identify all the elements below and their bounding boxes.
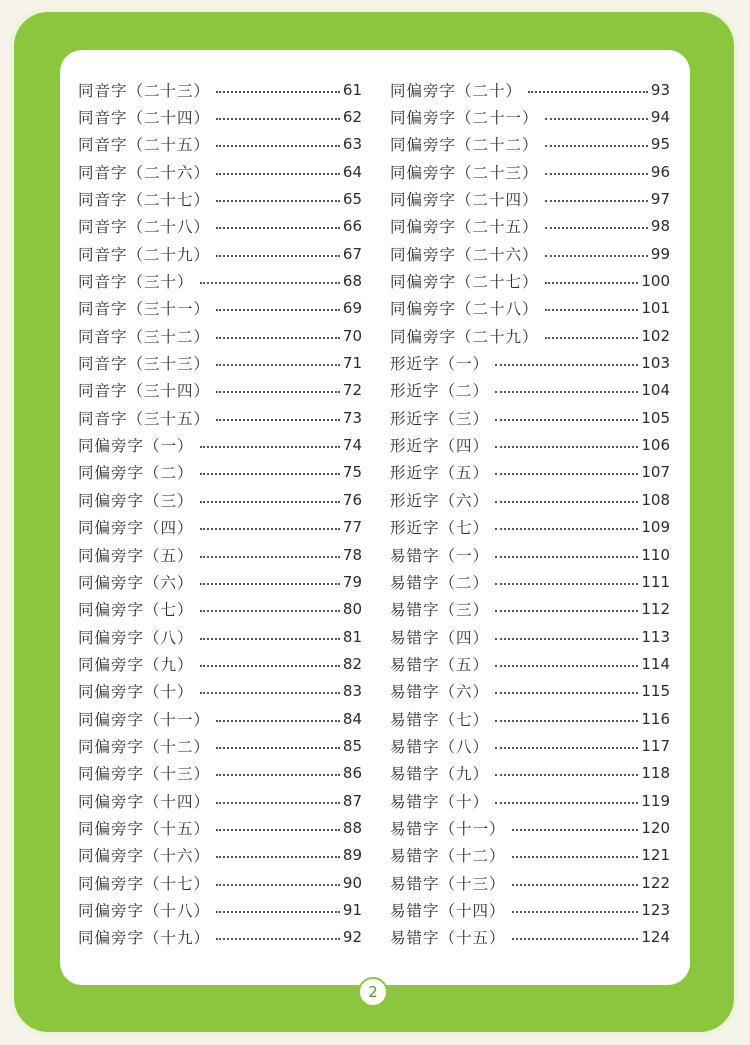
- toc-entry-page: 61: [342, 80, 362, 99]
- toc-column-right: [390, 76, 670, 951]
- toc-entry-page: 88: [342, 818, 362, 837]
- toc-entry[interactable]: [390, 869, 670, 896]
- toc-entry-page: 105: [641, 408, 670, 427]
- dot-leader: [495, 389, 638, 393]
- toc-entry-page: 117: [641, 736, 670, 755]
- toc-entry-title: 形近字（六）: [390, 491, 490, 510]
- toc-entry-title: 形近字（四）: [390, 437, 490, 456]
- toc-entry[interactable]: [78, 705, 362, 732]
- toc-entry[interactable]: [390, 650, 670, 677]
- dot-leader: [545, 143, 648, 147]
- toc-entry-page: 83: [342, 682, 362, 701]
- toc-entry-title: 易错字（六）: [390, 683, 490, 702]
- toc-entry[interactable]: [78, 459, 362, 486]
- toc-entry[interactable]: [390, 760, 670, 787]
- page-number-badge: [358, 977, 388, 1007]
- toc-entry-title: 同偏旁字（二十六）: [390, 245, 539, 264]
- dot-leader: [200, 444, 340, 448]
- toc-entry[interactable]: [390, 213, 670, 240]
- dot-leader: [495, 772, 638, 776]
- toc-entry-title: 同偏旁字（十五）: [78, 819, 211, 838]
- toc-entry-page: 68: [342, 272, 362, 291]
- toc-entry-title: 易错字（七）: [390, 710, 490, 729]
- toc-entry-title: 同音字（二十八）: [78, 218, 211, 237]
- toc-entry-page: 70: [342, 326, 362, 345]
- toc-entry-title: 易错字（三）: [390, 601, 490, 620]
- toc-entry[interactable]: [78, 678, 362, 705]
- toc-entry[interactable]: [390, 103, 670, 130]
- toc-entry-page: 79: [342, 572, 362, 591]
- toc-entry-page: 73: [342, 408, 362, 427]
- toc-entry[interactable]: [390, 842, 670, 869]
- toc-entry-page: 90: [342, 873, 362, 892]
- toc-entry-page: 78: [342, 545, 362, 564]
- toc-entry-title: 同音字（二十九）: [78, 245, 211, 264]
- dot-leader: [200, 690, 340, 694]
- toc-entry-page: 87: [342, 791, 362, 810]
- dot-leader: [512, 854, 639, 858]
- toc-entry-page: 123: [641, 900, 670, 919]
- toc-entry[interactable]: [390, 486, 670, 513]
- toc-entry-title: 同音字（三十）: [78, 273, 194, 292]
- toc-entry-page: 102: [641, 326, 670, 345]
- toc-entry[interactable]: [390, 349, 670, 376]
- toc-entry[interactable]: [78, 431, 362, 458]
- toc-entry-page: 63: [342, 135, 362, 154]
- dot-leader: [495, 608, 638, 612]
- toc-entry-page: 64: [342, 162, 362, 181]
- toc-entry-page: 71: [342, 354, 362, 373]
- toc-entry-title: 同音字（三十二）: [78, 327, 211, 346]
- toc-entry[interactable]: [390, 431, 670, 458]
- toc-entry-page: 112: [641, 600, 670, 619]
- toc-entry-page: 106: [641, 436, 670, 455]
- dot-leader: [216, 143, 340, 147]
- toc-entry-title: 形近字（三）: [390, 409, 490, 428]
- toc-entry-page: 100: [641, 272, 670, 291]
- toc-entry-page: 124: [641, 928, 670, 947]
- toc-entry-page: 95: [650, 135, 670, 154]
- toc-entry[interactable]: [78, 486, 362, 513]
- toc-entry-title: 易错字（十）: [390, 792, 490, 811]
- toc-entry-page: 80: [342, 600, 362, 619]
- toc-entry-page: 108: [641, 490, 670, 509]
- dot-leader: [216, 198, 340, 202]
- toc-entry-title: 同音字（二十四）: [78, 109, 211, 128]
- toc-entry[interactable]: [390, 514, 670, 541]
- toc-entry-page: 74: [342, 436, 362, 455]
- toc-entry[interactable]: [78, 349, 362, 376]
- toc-entry-page: 119: [641, 791, 670, 810]
- toc-entry-page: 97: [650, 190, 670, 209]
- toc-entry-page: 109: [641, 518, 670, 537]
- toc-entry[interactable]: [390, 541, 670, 568]
- dot-leader: [200, 608, 340, 612]
- toc-entry-title: 同偏旁字（十四）: [78, 792, 211, 811]
- toc-entry[interactable]: [390, 814, 670, 841]
- toc-entry[interactable]: [390, 459, 670, 486]
- toc-entry-title: 易错字（十四）: [390, 901, 506, 920]
- toc-entry[interactable]: [390, 377, 670, 404]
- dot-leader: [495, 581, 638, 585]
- toc-entry[interactable]: [78, 514, 362, 541]
- dot-leader: [495, 417, 638, 421]
- toc-entry[interactable]: [78, 568, 362, 595]
- dot-leader: [216, 89, 340, 93]
- dot-leader: [216, 335, 340, 339]
- toc-entry-title: 同偏旁字（三）: [78, 491, 194, 510]
- toc-entry-title: 易错字（十五）: [390, 929, 506, 948]
- toc-entry-title: 同偏旁字（一）: [78, 437, 194, 456]
- toc-entry-page: 84: [342, 709, 362, 728]
- toc-entry-title: 形近字（二）: [390, 382, 490, 401]
- toc-entry[interactable]: [390, 896, 670, 923]
- dot-leader: [512, 882, 639, 886]
- dot-leader: [512, 909, 639, 913]
- toc-entry-title: 同偏旁字（二）: [78, 464, 194, 483]
- toc-entry-page: 121: [641, 846, 670, 865]
- toc-entry-title: 同偏旁字（六）: [78, 573, 194, 592]
- dot-leader: [495, 526, 638, 530]
- toc-entry-title: 易错字（九）: [390, 765, 490, 784]
- toc-entry[interactable]: [78, 377, 362, 404]
- dot-leader: [216, 225, 340, 229]
- toc-entry[interactable]: [78, 541, 362, 568]
- toc-entry-title: 同偏旁字（十八）: [78, 901, 211, 920]
- toc-entry-title: 同偏旁字（二十三）: [390, 163, 539, 182]
- toc-entry-title: 同偏旁字（二十八）: [390, 300, 539, 319]
- toc-entry[interactable]: [78, 842, 362, 869]
- toc-entry-title: 同偏旁字（十九）: [78, 929, 211, 948]
- toc-entry[interactable]: [78, 596, 362, 623]
- dot-leader: [545, 253, 648, 257]
- toc-entry-title: 形近字（五）: [390, 464, 490, 483]
- toc-entry-page: 91: [342, 900, 362, 919]
- toc-entry-page: 115: [641, 682, 670, 701]
- toc-entry-page: 116: [641, 709, 670, 728]
- dot-leader: [545, 225, 648, 229]
- toc-entry-title: 同偏旁字（二十四）: [390, 191, 539, 210]
- toc-entry-title: 同偏旁字（五）: [78, 546, 194, 565]
- toc-entry-page: 65: [342, 190, 362, 209]
- dot-leader: [216, 253, 340, 257]
- dot-leader: [495, 362, 638, 366]
- toc-entry-title: 同音字（二十七）: [78, 191, 211, 210]
- dot-leader: [528, 89, 648, 93]
- toc-entry-title: 同音字（三十一）: [78, 300, 211, 319]
- toc-column-left: [78, 76, 362, 951]
- toc-entry-page: 99: [650, 244, 670, 263]
- toc-entry-page: 82: [342, 654, 362, 673]
- toc-entry-page: 103: [641, 354, 670, 373]
- dot-leader: [495, 471, 638, 475]
- toc-entry-page: 77: [342, 518, 362, 537]
- dot-leader: [200, 280, 340, 284]
- toc-entry-page: 118: [641, 764, 670, 783]
- toc-entry[interactable]: [78, 404, 362, 431]
- toc-entry-title: 同偏旁字（二十二）: [390, 136, 539, 155]
- toc-entry-page: 110: [641, 545, 670, 564]
- toc-entry[interactable]: [390, 131, 670, 158]
- toc-entry[interactable]: [78, 732, 362, 759]
- dot-leader: [216, 171, 340, 175]
- toc-entry-title: 同偏旁字（二十）: [390, 81, 523, 100]
- toc-entry[interactable]: [390, 623, 670, 650]
- toc-entry-title: 同偏旁字（十七）: [78, 874, 211, 893]
- toc-entry[interactable]: [78, 896, 362, 923]
- dot-leader: [545, 198, 648, 202]
- toc-entry[interactable]: [78, 760, 362, 787]
- toc-entry[interactable]: [78, 623, 362, 650]
- toc-entry-title: 同偏旁字（二十七）: [390, 273, 539, 292]
- toc-entry-title: 易错字（一）: [390, 546, 490, 565]
- dot-leader: [216, 827, 340, 831]
- toc-entry-page: 76: [342, 490, 362, 509]
- dot-leader: [495, 745, 638, 749]
- toc-entry[interactable]: [390, 158, 670, 185]
- toc-entry-page: 67: [342, 244, 362, 263]
- toc-entry-page: 93: [650, 80, 670, 99]
- toc-entry[interactable]: [390, 787, 670, 814]
- toc-entry[interactable]: [78, 267, 362, 294]
- toc-entry[interactable]: [78, 76, 362, 103]
- toc-entry-page: 107: [641, 463, 670, 482]
- toc-entry-page: 120: [641, 818, 670, 837]
- dot-leader: [495, 554, 638, 558]
- toc-entry-page: 101: [641, 299, 670, 318]
- toc-entry-title: 易错字（十一）: [390, 819, 506, 838]
- toc-entry-title: 同偏旁字（二十一）: [390, 109, 539, 128]
- dot-leader: [495, 718, 638, 722]
- toc-entry-page: 96: [650, 162, 670, 181]
- toc-entry-title: 易错字（十二）: [390, 847, 506, 866]
- toc-entry[interactable]: [78, 814, 362, 841]
- toc-entry-page: 92: [342, 928, 362, 947]
- toc-entry[interactable]: [390, 596, 670, 623]
- toc-entry[interactable]: [390, 240, 670, 267]
- dot-leader: [495, 636, 638, 640]
- toc-entry-title: 同音字（二十六）: [78, 163, 211, 182]
- toc-entry-title: 同偏旁字（二十九）: [390, 327, 539, 346]
- toc-entry[interactable]: [390, 267, 670, 294]
- toc-entry-title: 同音字（二十五）: [78, 136, 211, 155]
- dot-leader: [216, 389, 340, 393]
- dot-leader: [216, 772, 340, 776]
- toc-entry[interactable]: [390, 295, 670, 322]
- toc-entry[interactable]: [390, 322, 670, 349]
- dot-leader: [216, 307, 340, 311]
- toc-entry[interactable]: [78, 213, 362, 240]
- toc-entry-page: 62: [342, 108, 362, 127]
- toc-entry[interactable]: [78, 131, 362, 158]
- toc-entry-page: 98: [650, 217, 670, 236]
- dot-leader: [216, 116, 340, 120]
- page-number: 2: [368, 983, 378, 1001]
- dot-leader: [495, 800, 638, 804]
- toc-entry-page: 86: [342, 764, 362, 783]
- toc-entry[interactable]: [78, 103, 362, 130]
- toc-entry-title: 同偏旁字（七）: [78, 601, 194, 620]
- dot-leader: [216, 882, 340, 886]
- dot-leader: [495, 690, 638, 694]
- toc-entry[interactable]: [78, 787, 362, 814]
- dot-leader: [545, 280, 639, 284]
- toc-entry-title: 同音字（三十三）: [78, 355, 211, 374]
- toc-entry[interactable]: [390, 76, 670, 103]
- dot-leader: [200, 663, 340, 667]
- toc-entry-page: 85: [342, 736, 362, 755]
- dot-leader: [216, 417, 340, 421]
- toc-entry-title: 同偏旁字（十二）: [78, 737, 211, 756]
- dot-leader: [545, 171, 648, 175]
- dot-leader: [200, 471, 340, 475]
- toc-entry-title: 同偏旁字（十三）: [78, 765, 211, 784]
- toc-entry-title: 同偏旁字（十）: [78, 683, 194, 702]
- toc-entry[interactable]: [390, 404, 670, 431]
- toc-entry[interactable]: [390, 732, 670, 759]
- toc-entry-page: 81: [342, 627, 362, 646]
- toc-entry-title: 易错字（八）: [390, 737, 490, 756]
- toc-entry[interactable]: [78, 924, 362, 951]
- toc-entry-title: 同音字（二十三）: [78, 81, 211, 100]
- dot-leader: [512, 936, 639, 940]
- toc-entry[interactable]: [390, 705, 670, 732]
- toc-entry-page: 113: [641, 627, 670, 646]
- toc-entry-title: 易错字（二）: [390, 573, 490, 592]
- dot-leader: [216, 854, 340, 858]
- toc-entry-page: 66: [342, 217, 362, 236]
- toc-entry-title: 同音字（三十五）: [78, 409, 211, 428]
- dot-leader: [495, 663, 638, 667]
- dot-leader: [512, 827, 639, 831]
- dot-leader: [216, 745, 340, 749]
- toc-entry-page: 114: [641, 654, 670, 673]
- dot-leader: [495, 499, 638, 503]
- toc-entry[interactable]: [390, 185, 670, 212]
- dot-leader: [216, 936, 340, 940]
- toc-entry[interactable]: [390, 924, 670, 951]
- dot-leader: [216, 800, 340, 804]
- toc-entry-title: 易错字（四）: [390, 628, 490, 647]
- toc-entry-title: 同偏旁字（十六）: [78, 847, 211, 866]
- toc-entry-title: 形近字（一）: [390, 355, 490, 374]
- toc-entry-title: 同偏旁字（十一）: [78, 710, 211, 729]
- toc-panel: [60, 50, 690, 985]
- dot-leader: [200, 554, 340, 558]
- toc-entry-title: 同偏旁字（八）: [78, 628, 194, 647]
- toc-entry[interactable]: [390, 678, 670, 705]
- toc-entry-title: 同偏旁字（九）: [78, 655, 194, 674]
- toc-entry-page: 94: [650, 108, 670, 127]
- dot-leader: [545, 335, 639, 339]
- toc-entry-page: 75: [342, 463, 362, 482]
- toc-entry[interactable]: [78, 869, 362, 896]
- toc-entry-page: 104: [641, 381, 670, 400]
- toc-entry[interactable]: [78, 158, 362, 185]
- toc-entry-page: 122: [641, 873, 670, 892]
- toc-entry-page: 69: [342, 299, 362, 318]
- toc-entry[interactable]: [78, 185, 362, 212]
- toc-entry-title: 同偏旁字（二十五）: [390, 218, 539, 237]
- toc-entry[interactable]: [78, 240, 362, 267]
- dot-leader: [200, 636, 340, 640]
- toc-entry-page: 72: [342, 381, 362, 400]
- dot-leader: [495, 444, 638, 448]
- dot-leader: [545, 116, 648, 120]
- toc-entry-page: 89: [342, 846, 362, 865]
- dot-leader: [200, 581, 340, 585]
- dot-leader: [216, 718, 340, 722]
- toc-entry-title: 易错字（五）: [390, 655, 490, 674]
- dot-leader: [545, 307, 639, 311]
- toc-entry-title: 易错字（十三）: [390, 874, 506, 893]
- dot-leader: [200, 526, 340, 530]
- toc-entry-title: 同偏旁字（四）: [78, 519, 194, 538]
- toc-entry[interactable]: [78, 650, 362, 677]
- dot-leader: [200, 499, 340, 503]
- toc-entry-title: 同音字（三十四）: [78, 382, 211, 401]
- toc-entry[interactable]: [78, 322, 362, 349]
- toc-entry[interactable]: [390, 568, 670, 595]
- toc-entry-page: 111: [641, 572, 670, 591]
- dot-leader: [216, 362, 340, 366]
- dot-leader: [216, 909, 340, 913]
- toc-entry-title: 形近字（七）: [390, 519, 490, 538]
- toc-entry[interactable]: [78, 295, 362, 322]
